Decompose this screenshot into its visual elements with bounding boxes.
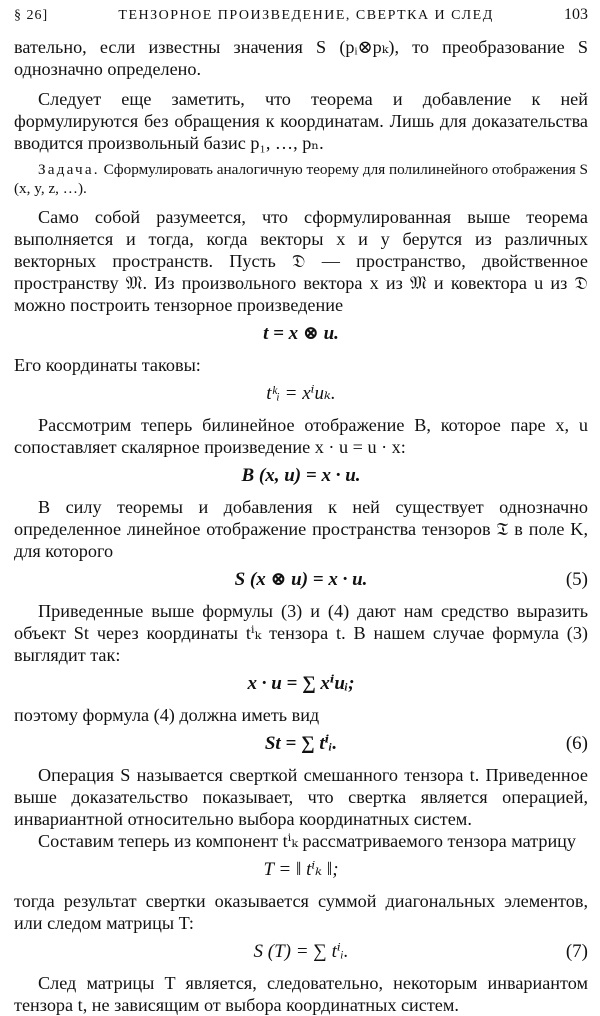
formula-text: B (x, u) = x · u.: [241, 465, 361, 486]
formula-7: [14, 940, 588, 966]
task-label: Задача.: [38, 161, 100, 178]
equation-number: (7): [565, 941, 588, 962]
paragraph-4: Его координаты таковы:: [14, 355, 201, 375]
formula-text: t = x ⊗ u.: [263, 323, 339, 344]
formula-text: S (x ⊗ u) = x · u.: [234, 569, 368, 590]
paragraph-5: Рассмотрим теперь билинейное отображение B, которое паре x, u сопоставляет скалярное произведение x · u = u · x:: [14, 415, 588, 457]
paragraph-9: Операция S называется сверткой смешанного тензора t. Приведенное выше доказательство показывает, что свертка является операцией, инвариантной относительно выбора координатных систем.: [14, 765, 588, 829]
paragraph-6: В силу теоремы и добавления к ней существует однозначно определенное линейное отображение пространства тензоров 𝔗 в поле K, для которого: [14, 497, 588, 561]
formula-text: tᵏᵢ = xⁱuₖ.: [266, 383, 336, 404]
formula-5: [14, 568, 588, 594]
task-text: Сформулировать аналогичную теорему для полилинейного отображения S (x, y, z, …).: [14, 161, 589, 197]
paragraph-8: поэтому формула (4) должна иметь вид: [14, 705, 320, 725]
paragraph-10: Составим теперь из компонент tⁱₖ рассматриваемого тензора матрицу: [38, 831, 577, 851]
task-paragraph: [14, 160, 588, 198]
formula-tensor-product: [14, 322, 588, 348]
formula-6: [14, 732, 588, 758]
formula-text: T = ‖ tⁱₖ ‖;: [263, 859, 339, 880]
paragraph-1: вательно, если известны значения S (pᵢ⊗pₖ), то преобразование S однозначно определено.: [14, 37, 588, 79]
section-ref: § 26]: [14, 8, 49, 23]
formula-text: S (T) = ∑ tⁱᵢ.: [253, 941, 349, 962]
running-header: [14, 6, 588, 24]
paragraph-3: Само собой разумеется, что сформулированная выше теорема выполняется и тогда, когда векторы x и y берутся из различных векторных пространств. Пусть 𝔇 — пространство, двойственное пространству 𝔐. Из произвольного вектора x из 𝔐 и ковектора u из 𝔇 можно построить тензорное произведение: [14, 207, 588, 315]
formula-text: x · u = ∑ xⁱuᵢ;: [247, 673, 355, 694]
paragraph-2: Следует еще заметить, что теорема и добавление к ней формулируются без обращения к координатам. Лишь для доказательства вводится произвольный базис p₁, …, pₙ.: [14, 89, 588, 153]
formula-matrix: [14, 858, 588, 884]
formula-coordinates: [14, 382, 588, 408]
formula-bilinear: [14, 464, 588, 490]
running-title: ТЕНЗОРНОЕ ПРОИЗВЕДЕНИЕ, СВЕРТКА И СЛЕД: [118, 8, 494, 23]
page-number: 103: [563, 6, 588, 23]
equation-number: (6): [565, 733, 588, 754]
paragraph-11: тогда результат свертки оказывается суммой диагональных элементов, или следом матрицы T:: [14, 891, 588, 933]
paragraph-12: След матрицы T является, следовательно, некоторым инвариантом тензора t, не зависящим от выбора координатных систем.: [14, 973, 588, 1015]
formula-scalar-sum: [14, 672, 588, 698]
paragraph-7: Приведенные выше формулы (3) и (4) дают нам средство выразить объект St через координаты tⁱₖ тензора t. В нашем случае формула (3) выглядит так:: [14, 601, 588, 665]
formula-text: St = ∑ tⁱᵢ.: [264, 733, 338, 754]
book-page: [14, 6, 588, 1016]
equation-number: (5): [565, 569, 588, 590]
